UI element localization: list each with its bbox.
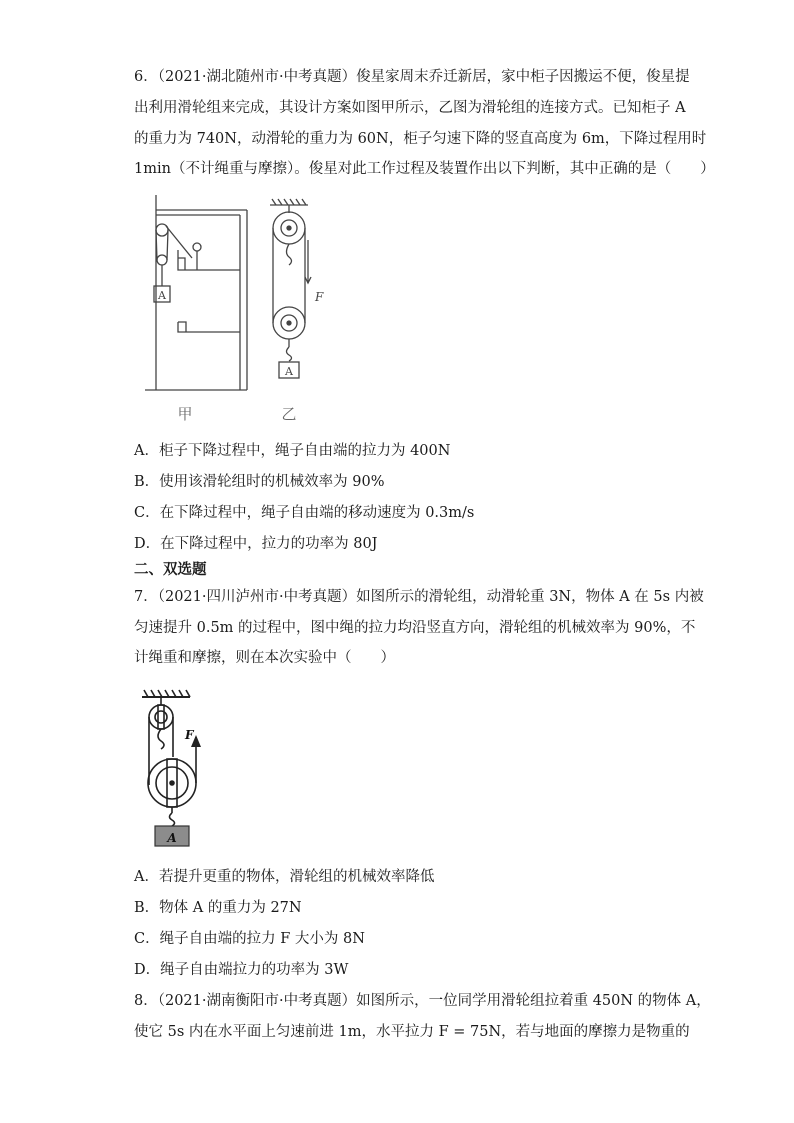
q6-option-d: D．在下降过程中，拉力的功率为 80J — [134, 536, 378, 552]
person-head — [193, 243, 201, 251]
q7-line-2: 匀速提升 0.5m 的过程中，图中绳的拉力均沿竖直方向，滑轮组的机械效率为 90%，不 — [134, 620, 696, 636]
q8-line-2: 使它 5s 内在水平面上匀速前进 1m，水平拉力 F = 75N，若与地面的摩擦力是物重的 — [134, 1024, 690, 1040]
q7-option-a: A．若提升更重的物体，滑轮组的机械效率降低 — [134, 869, 435, 885]
q7-figure — [138, 685, 218, 850]
rope — [167, 230, 168, 260]
hook — [158, 729, 164, 749]
q7-option-b: B．物体 A 的重力为 27N — [134, 900, 302, 916]
section-title: 二、双选题 — [134, 562, 207, 578]
fixed-pulley — [156, 224, 168, 236]
q6-line-3: 的重力为 740N，动滑轮的重力为 60N，柜子匀速下降的竖直高度为 6m，下降过程用时 — [134, 131, 707, 147]
q6-option-c: C．在下降过程中，绳子自由端的移动速度为 0.3m/s — [134, 505, 475, 521]
crate-a-label: A — [158, 289, 166, 302]
force-label: F — [315, 290, 324, 304]
q7-option-d: D．绳子自由端拉力的功率为 3W — [134, 962, 349, 978]
label-yi: 乙 — [281, 405, 297, 423]
fixed-pulley — [149, 705, 173, 729]
force-label: F — [185, 728, 194, 742]
object-a-label: A — [167, 831, 177, 845]
q7-line-3: 计绳重和摩擦，则在本次实验中（ ） — [134, 650, 395, 666]
q6-option-b: B．使用该滑轮组时的机械效率为 90% — [134, 474, 385, 490]
q6-line-2: 出利用滑轮组来完成，其设计方案如图甲所示，乙图为滑轮组的连接方式。已知柜子 A — [134, 100, 686, 116]
q7-line-1: 7．（2021·四川泸州市·中考真题）如图所示的滑轮组，动滑轮重 3N，物体 A 在 5s 内被 — [134, 589, 704, 605]
crate-a-label: A — [285, 365, 293, 378]
q6-line-4: 1min（不计绳重与摩擦）。俊星对此工作过程及装置作出以下判断，其中正确的是（ ） — [134, 161, 715, 177]
hook — [287, 244, 292, 265]
q6-option-a: A．柜子下降过程中，绳子自由端的拉力为 400N — [134, 443, 451, 459]
label-jia: 甲 — [177, 405, 193, 423]
floor-lower — [178, 322, 240, 332]
rope-to-person — [166, 226, 192, 258]
q6-figure-yi — [258, 195, 338, 425]
movable-pulley — [157, 255, 167, 265]
q6-figure-jia — [140, 190, 260, 425]
q7-option-c: C．绳子自由端的拉力 F 大小为 8N — [134, 931, 365, 947]
q8-line-1: 8．（2021·湖南衡阳市·中考真题）如图所示，一位同学用滑轮组拉着重 450N 的物体 A， — [134, 993, 711, 1009]
q6-line-1: 6．（2021·湖北随州市·中考真题）俊星家周末乔迁新居，家中柜子因搬运不便，俊星提 — [134, 69, 690, 85]
